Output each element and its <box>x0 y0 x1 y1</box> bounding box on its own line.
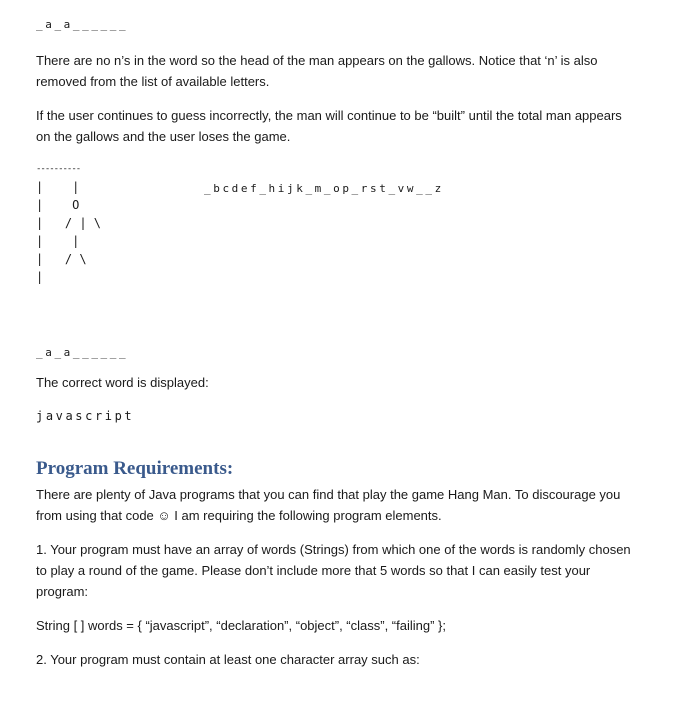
gallows-row: | O <box>36 198 80 212</box>
correct-word: javascript <box>36 409 135 423</box>
word-pattern: _a_a______ <box>36 18 129 31</box>
word-pattern: _a_a______ <box>36 346 129 359</box>
paragraph-line: on the gallows and the user loses the game. <box>36 129 291 144</box>
paragraph-line: There are no n’s in the word so the head of the man appears on the gallows. Notice that ‘n’ is also <box>36 53 598 68</box>
gallows-row: | <box>36 270 44 284</box>
code-line: String [ ] words = { “javascript”, “declaration”, “object”, “class”, “failing” }; <box>36 618 446 633</box>
paragraph-line: removed from the list of available letters. <box>36 74 270 89</box>
list-item-line: to play a round of the game. Please don’t include more that 5 words so that I can easily test your <box>36 563 591 578</box>
paragraph-line: from using that code ☺ I am requiring the following program elements. <box>36 508 442 523</box>
list-item-line: 1. Your program must have an array of words (Strings) from which one of the words is randomly chosen <box>36 542 631 557</box>
paragraph-line: There are plenty of Java programs that you can find that play the game Hang Man. To discourage you <box>36 487 621 502</box>
gallows-row: | | <box>36 180 80 194</box>
gallows-row: | / \ <box>36 252 87 266</box>
list-item-line: program: <box>36 584 89 599</box>
gallows-row: | / | \ <box>36 216 102 230</box>
gallows-top-bar: ---------- <box>36 164 81 174</box>
list-item-line: 2. Your program must contain at least one character array such as: <box>36 652 420 667</box>
paragraph-line: If the user continues to guess incorrectly, the man will continue to be “built” until the total man appears <box>36 108 622 123</box>
gallows-row: | | <box>36 234 80 248</box>
available-letters: _bcdef_hijk_m_op_rst_vw__z <box>204 182 444 195</box>
paragraph-line: The correct word is displayed: <box>36 375 209 390</box>
section-heading: Program Requirements: <box>36 458 234 479</box>
